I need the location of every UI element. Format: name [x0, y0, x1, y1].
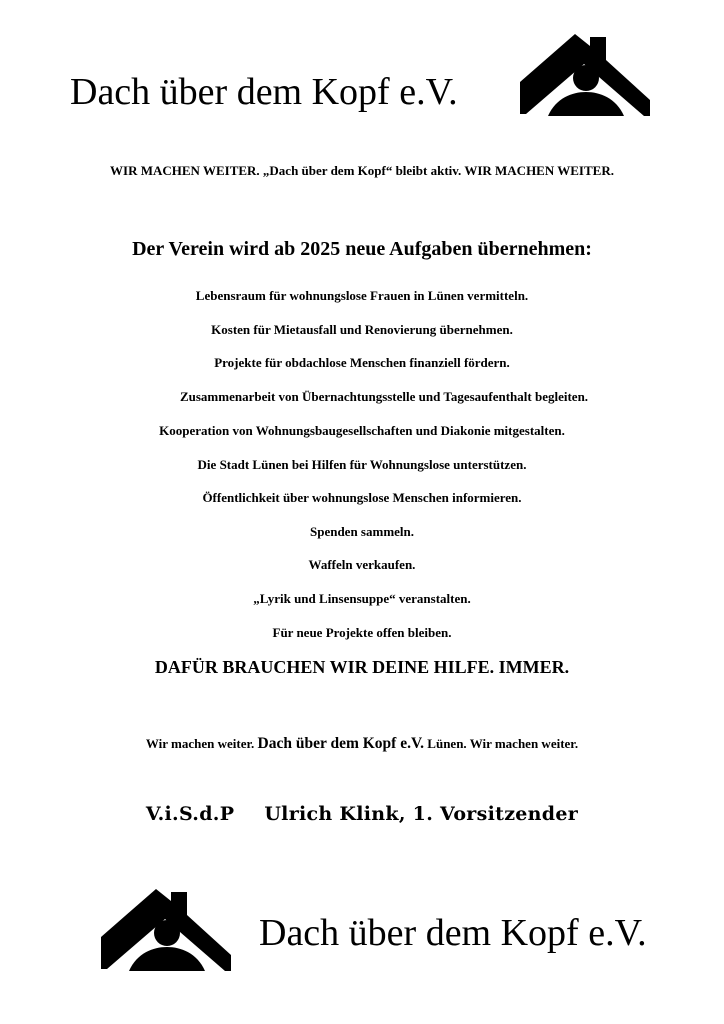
footer-org-name: Dach über dem Kopf e.V.: [259, 912, 647, 954]
house-roof-person-icon: [99, 889, 233, 971]
visdp-name: Ulrich Klink, 1. Vorsitzender: [264, 803, 579, 825]
closing-line: [0, 735, 724, 753]
header-org-name: Dach über dem Kopf e.V.: [70, 71, 458, 113]
task-item: Projekte für obdachlose Menschen finanziell fördern.: [214, 355, 510, 370]
task-item: Zusammenarbeit von Übernachtungsstelle und Tagesaufenthalt begleiten.: [179, 389, 589, 404]
task-item: Kooperation von Wohnungsbaugesellschaften und Diakonie mitgestalten.: [159, 423, 565, 438]
closing-suffix: Lünen. Wir machen weiter.: [427, 736, 579, 751]
appeal: DAFÜR BRAUCHEN WIR DEINE HILFE. IMMER.: [154, 657, 570, 677]
task-item: Öffentlichkeit über wohnungslose Menschen informieren.: [202, 490, 522, 505]
closing-prefix: Wir machen weiter.: [145, 736, 255, 751]
house-roof-person-icon: [518, 34, 652, 116]
task-item: Die Stadt Lünen bei Hilfen für Wohnungslose unterstützen.: [197, 457, 527, 472]
task-item: Für neue Projekte offen bleiben.: [272, 625, 452, 640]
task-item: Spenden sammeln.: [309, 524, 415, 539]
motto: WIR MACHEN WEITER. „Dach über dem Kopf“ bleibt aktiv. WIR MACHEN WEITER.: [110, 163, 614, 178]
task-item: „Lyrik und Linsensuppe“ veranstalten.: [253, 591, 471, 606]
tasks-heading: Der Verein wird ab 2025 neue Aufgaben übernehmen:: [132, 238, 592, 260]
task-item: Kosten für Mietausfall und Renovierung übernehmen.: [211, 322, 513, 337]
closing-org-name: Dach über dem Kopf e.V.: [257, 735, 425, 752]
task-item: Lebensraum für wohnungslose Frauen in Lünen vermitteln.: [195, 288, 529, 303]
visdp-line: [0, 803, 724, 825]
visdp-label: V.i.S.d.P: [145, 803, 235, 825]
task-item: Waffeln verkaufen.: [308, 557, 416, 572]
